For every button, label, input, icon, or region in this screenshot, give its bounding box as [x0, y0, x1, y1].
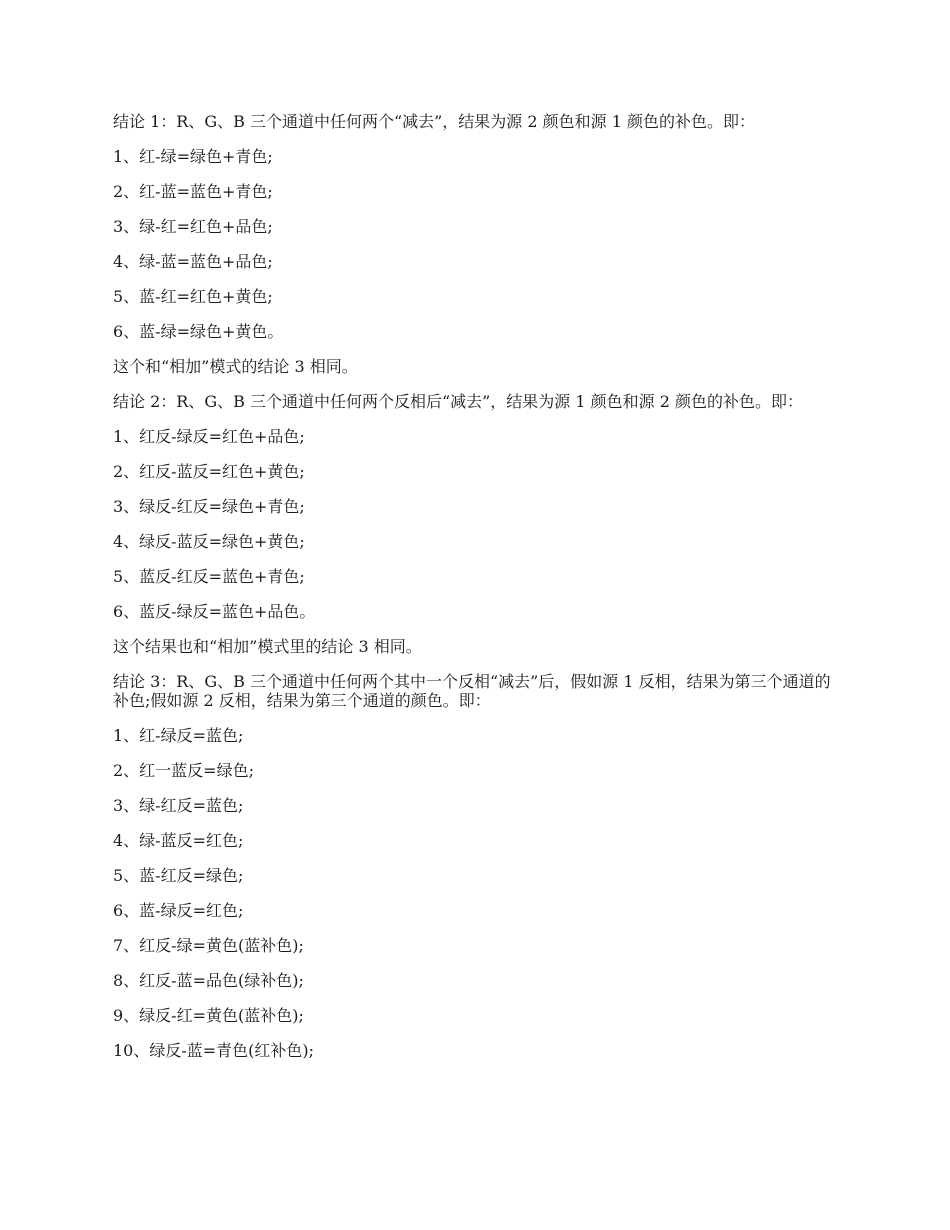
list-item: 3、绿-红=红色+品色;	[113, 217, 273, 236]
list-item: 1、红-绿反=蓝色;	[113, 726, 244, 745]
list-item: 6、蓝-绿=绿色+黄色。	[113, 322, 284, 341]
document-page	[113, 112, 833, 1076]
list-item: 4、绿反-蓝反=绿色+黄色;	[113, 532, 305, 551]
list-item: 9、绿反-红=黄色(蓝补色);	[113, 1006, 304, 1025]
list-item: 3、绿反-红反=绿色+青色;	[113, 497, 305, 516]
list-item: 1、红反-绿反=红色+品色;	[113, 427, 305, 446]
list-item: 3、绿-红反=蓝色;	[113, 796, 244, 815]
list-item: 2、红反-蓝反=红色+黄色;	[113, 462, 305, 481]
list-item: 8、红反-蓝=品色(绿补色);	[113, 971, 304, 990]
list-item: 6、蓝-绿反=红色;	[113, 901, 244, 920]
conclusion-1-heading: 结论 1：R、G、B 三个通道中任何两个“减去”，结果为源 2 颜色和源 1 颜色的补色。即：	[113, 112, 756, 131]
list-item: 2、红-蓝=蓝色+青色;	[113, 182, 273, 201]
note-paragraph: 这个结果也和“相加”模式里的结论 3 相同。	[113, 637, 422, 656]
list-item: 10、绿反-蓝=青色(红补色);	[113, 1041, 315, 1060]
list-item: 5、蓝反-红反=蓝色+青色;	[113, 567, 305, 586]
list-item: 5、蓝-红=红色+黄色;	[113, 287, 273, 306]
list-item: 4、绿-蓝反=红色;	[113, 831, 244, 850]
conclusion-2-heading: 结论 2：R、G、B 三个通道中任何两个反相后“减去”，结果为源 1 颜色和源 2 颜色的补色。即：	[113, 392, 804, 411]
list-item: 5、蓝-红反=绿色;	[113, 866, 244, 885]
note-paragraph: 这个和“相加”模式的结论 3 相同。	[113, 357, 358, 376]
list-item: 1、红-绿=绿色+青色;	[113, 147, 273, 166]
conclusion-3-heading: 结论 3：R、G、B 三个通道中任何两个其中一个反相“减去”后，假如源 1 反相，结果为第三个通道的补色;假如源 2 反相，结果为第三个通道的颜色。即：	[113, 672, 831, 710]
list-item: 4、绿-蓝=蓝色+品色;	[113, 252, 273, 271]
list-item: 2、红一蓝反=绿色;	[113, 761, 254, 780]
list-item: 7、红反-绿=黄色(蓝补色);	[113, 936, 304, 955]
list-item: 6、蓝反-绿反=蓝色+品色。	[113, 602, 316, 621]
